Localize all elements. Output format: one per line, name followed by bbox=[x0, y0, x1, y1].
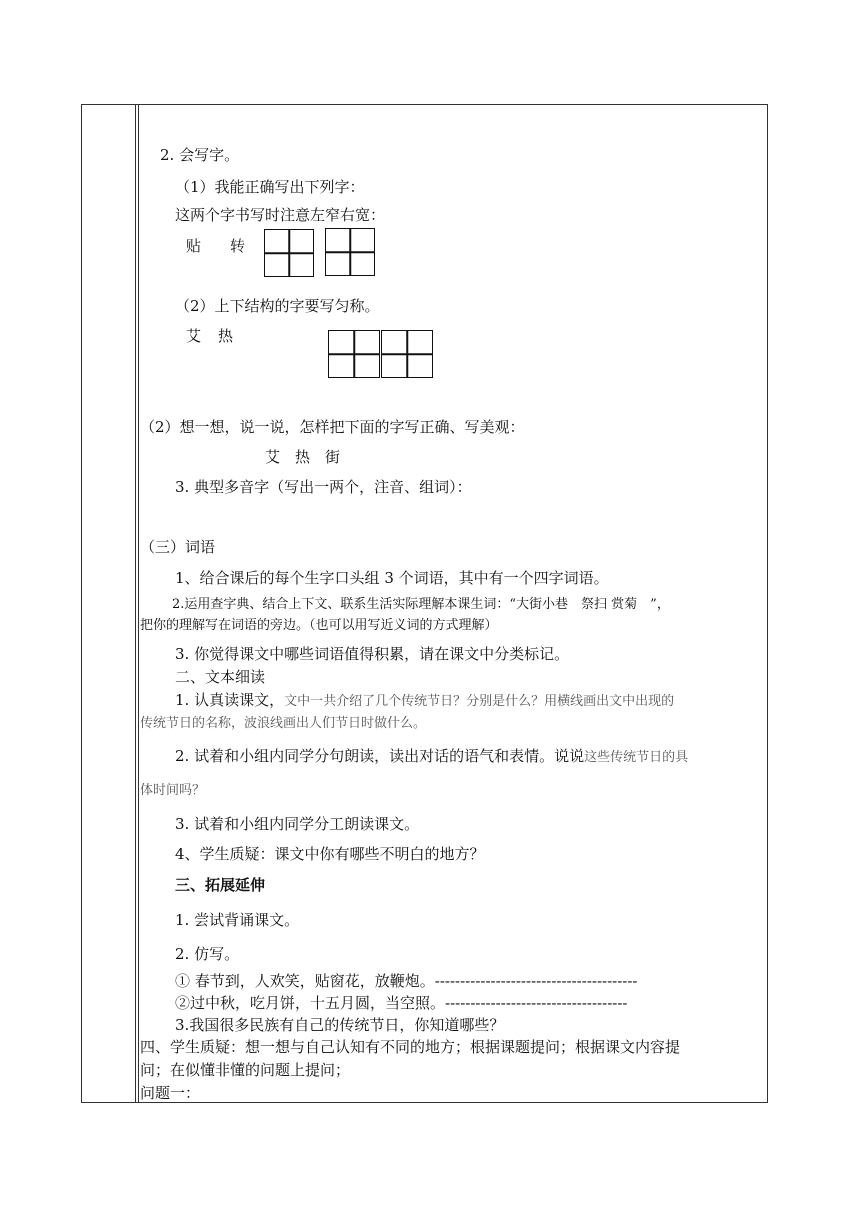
char-ai: 艾 bbox=[186, 327, 202, 345]
write-item-2: （2）上下结构的字要写匀称。 bbox=[175, 297, 380, 315]
char-tie: 贴 bbox=[186, 237, 202, 255]
reading-p1a-main: 1. 认真读课文， bbox=[175, 691, 285, 709]
column-divider bbox=[135, 105, 136, 1102]
chars-line: 艾 热 街 bbox=[265, 448, 341, 466]
writing-grid-2[interactable] bbox=[325, 228, 375, 276]
extend-p1: 1. 尝试背诵课文。 bbox=[175, 911, 300, 929]
question-p1a: 四、学生质疑：想一想与自己认知有不同的地方；根据课题提问；根据课文内容提 bbox=[140, 1038, 681, 1056]
extend-p2-1: ① 春节到，人欢笑，贴窗花，放鞭炮。---------------------------------------- bbox=[175, 972, 638, 990]
reading-p2b: 体时间吗？ bbox=[140, 783, 206, 798]
char-re: 热 bbox=[218, 327, 234, 345]
reading-p3: 3. 试着和小组内同学分工朗读课文。 bbox=[175, 815, 420, 833]
writing-grid-1[interactable] bbox=[264, 229, 314, 277]
reading-heading: 二、文本细读 bbox=[175, 668, 266, 686]
column-divider-inner bbox=[138, 105, 139, 1102]
reading-p4: 4、学生质疑：课文中你有哪些不明白的地方？ bbox=[175, 845, 485, 863]
vocab-p3: 3. 你觉得课文中哪些词语值得积累，请在课文中分类标记。 bbox=[175, 645, 570, 663]
write-note-1: 这两个字书写时注意左窄右宽： bbox=[175, 206, 386, 224]
reading-p2a bbox=[175, 747, 688, 767]
reading-p1a bbox=[175, 691, 674, 711]
write-heading: 2. 会写字。 bbox=[160, 146, 240, 164]
vocab-heading: （三）词语 bbox=[140, 538, 216, 556]
writing-grid-4[interactable] bbox=[381, 330, 433, 378]
char-zhuan: 转 bbox=[230, 237, 246, 255]
writing-grid-3[interactable] bbox=[328, 330, 380, 378]
write-item-3: （2）想一想，说一说，怎样把下面的字写正确、写美观： bbox=[140, 418, 525, 436]
question-p1b: 问；在似懂非懂的问题上提问； bbox=[140, 1061, 351, 1079]
reading-p2a-gray: 这些传统节日的具 bbox=[584, 750, 689, 765]
vocab-p1: 1、给合课后的每个生字口头组 3 个词语，其中有一个四字词语。 bbox=[175, 569, 609, 587]
write-item-4: 3. 典型多音字（写出一两个，注音、组词）： bbox=[175, 478, 472, 496]
reading-p1b: 传统节日的名称，波浪线画出人们节日时做什么。 bbox=[140, 716, 427, 731]
reading-p2a-main: 2. 试着和小组内同学分句朗读，读出对话的语气和表情。说说 bbox=[175, 747, 585, 765]
extend-heading: 三、拓展延伸 bbox=[175, 876, 266, 894]
write-item-1: （1）我能正确写出下列字： bbox=[175, 178, 365, 196]
vocab-p2a: 2.运用查字典、结合上下文、联系生活实际理解本课生词：“大街小巷 祭扫 赏菊 ”， bbox=[172, 597, 670, 612]
extend-p2: 2. 仿写。 bbox=[175, 945, 240, 963]
question-p2: 问题一： bbox=[140, 1084, 201, 1102]
extend-p3: 3.我国很多民族有自己的传统节日，你知道哪些？ bbox=[175, 1016, 505, 1034]
vocab-p2b: 把你的理解写在词语的旁边。（也可以用写近义词的方式理解） bbox=[140, 618, 498, 633]
extend-p2-2: ②过中秋，吃月饼，十五月圆，当空照。------------------------------------ bbox=[175, 994, 628, 1012]
reading-p1a-gray: 文中一共介绍了几个传统节日？分别是什么？用横线画出文中出现的 bbox=[284, 694, 675, 709]
